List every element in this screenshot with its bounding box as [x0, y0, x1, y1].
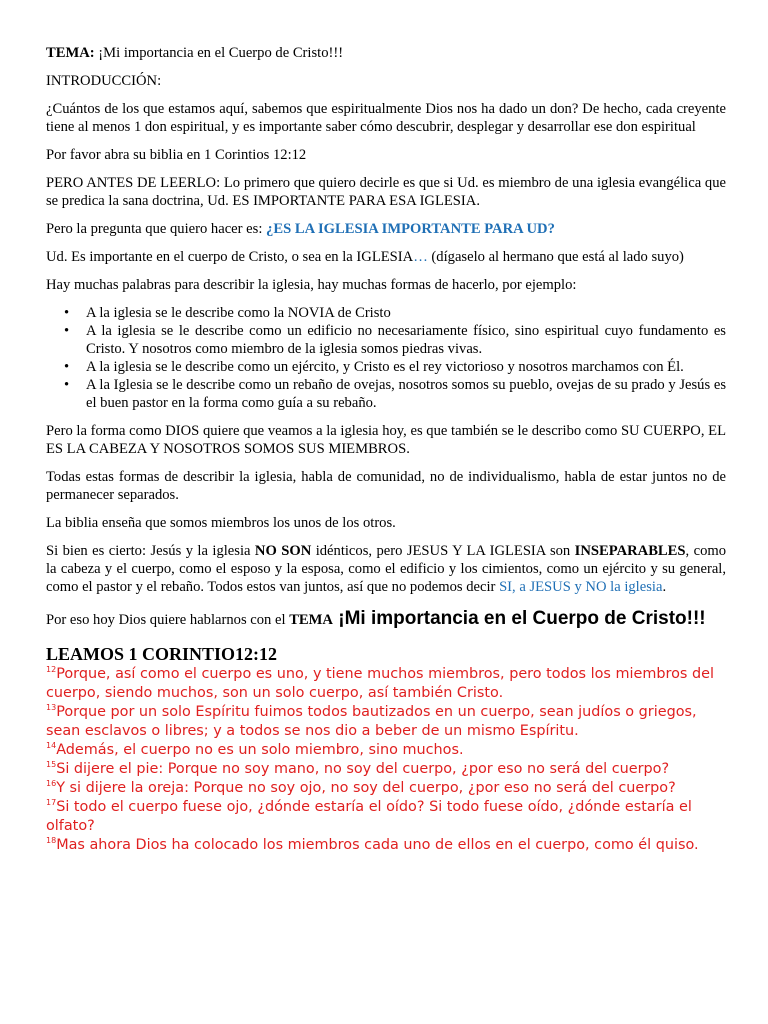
verse-number: 16 [46, 779, 57, 789]
tema-line [46, 44, 726, 62]
verse-number: 15 [46, 760, 57, 770]
document-page [46, 44, 726, 855]
intro-heading: INTRODUCCIÓN: [46, 73, 162, 89]
verses-block [46, 665, 726, 855]
verse [46, 760, 726, 779]
ud-importante-paragraph [46, 248, 726, 266]
verse-text: Y si dijere la oreja: Porque no soy ojo, no soy del cuerpo, ¿por eso no será del cuerpo? [56, 780, 676, 796]
verse [46, 836, 726, 855]
verse [46, 741, 726, 760]
forma-dios-paragraph: Pero la forma como DIOS quiere que veamos a la iglesia hoy, es que también se le describo como SU CUERPO, EL ES LA CABEZA Y NOSOTROS SOMOS SUS MIEMBROS. [46, 423, 726, 457]
description-list [46, 304, 726, 412]
tema-label: TEMA: [46, 45, 95, 61]
si-bien-paragraph [46, 542, 726, 596]
verse-number: 13 [46, 703, 57, 713]
pregunta-highlight: ¿ES LA IGLESIA IMPORTANTE PARA UD? [266, 221, 555, 237]
verse-number: 14 [46, 741, 57, 751]
muchas-palabras-paragraph: Hay muchas palabras para describir la iglesia, hay muchas formas de hacerlo, por ejemplo: [46, 277, 577, 293]
inseparables: INSEPARABLES [574, 543, 686, 559]
open-bible-paragraph: Por favor abra su biblia en 1 Corintios 12:12 [46, 147, 307, 163]
pregunta-paragraph [46, 220, 726, 238]
question-paragraph: ¿Cuántos de los que estamos aquí, sabemos que espiritualmente Dios nos ha dado un don? De hecho, cada creyente tiene al menos 1 don espiritual, y es importante saber cómo descubrir, desplegar y desarrollar ese don espiritual [46, 101, 726, 135]
verse [46, 798, 726, 836]
verse [46, 665, 726, 703]
si-bien-g: . [662, 579, 667, 595]
biblia-ensena-paragraph: La biblia enseña que somos miembros los unos de los otros. [46, 515, 396, 531]
no-son: NO SON [254, 543, 312, 559]
tema-text: ¡Mi importancia en el Cuerpo de Cristo!!! [94, 45, 344, 61]
pregunta-text: Pero la pregunta que quiero hacer es: [46, 221, 267, 237]
por-eso-text: Por eso hoy Dios quiere hablarnos con el [46, 612, 290, 628]
si-bien-a: Si bien es cierto: Jesús y la iglesia [46, 543, 255, 559]
ellipsis: … [413, 249, 428, 265]
por-eso-tema: TEMA [289, 612, 333, 628]
todas-formas-paragraph: Todas estas formas de describir la iglesia, habla de comunidad, no de individualismo, habla de estar juntos no de permanecer separados. [46, 469, 726, 503]
verse [46, 703, 726, 741]
verse-number: 18 [46, 836, 57, 846]
si-bien-e: , como la cabeza y el cuerpo, como el esposo y la esposa, como el edificio y los cimientos, como un ejército y su general, como el pastor y el rebaño. Todos estos van juntos, así que no podemos decir [46, 543, 727, 595]
ud-importante-aside: (dígaselo al hermano que está al lado suyo) [427, 249, 684, 265]
verse-text: Además, el cuerpo no es un solo miembro, sino muchos. [56, 742, 464, 758]
verse-text: Porque por un solo Espíritu fuimos todos bautizados en un cuerpo, sean judíos o griegos, sean esclavos o libres; y a todos se nos dio a beber de un mismo Espíritu. [46, 704, 697, 739]
list-item: • A la Iglesia se le describe como un rebaño de ovejas, nosotros somos su pueblo, ovejas de su prado y Jesús es el buen pastor en la forma como guía a su rebaño. [86, 376, 726, 412]
list-item: • A la iglesia se le describe como un edificio no necesariamente físico, sino espiritual cuyo fundamento es Cristo. Y nosotros como miembro de la iglesia somos piedras vivas. [86, 322, 726, 358]
list-item: • A la iglesia se le describe como la NOVIA de Cristo [86, 304, 726, 322]
verse-text: Porque, así como el cuerpo es uno, y tiene muchos miembros, pero todos los miembros del cuerpo, siendo muchos, son un solo cuerpo, así también Cristo. [46, 666, 714, 701]
verse-text: Si todo el cuerpo fuese ojo, ¿dónde estaría el oído? Si todo fuese oído, ¿dónde estaría el olfato? [46, 799, 692, 834]
pero-antes-paragraph: PERO ANTES DE LEERLO: Lo primero que quiero decirle es que si Ud. es miembro de una iglesia evangélica que se predica la sana doctrina, Ud. ES IMPORTANTE PARA ESA IGLESIA. [46, 175, 726, 209]
si-bien-c: idénticos, pero JESUS Y LA IGLESIA son [311, 543, 575, 559]
si-jesus-no-iglesia: SI, a JESUS y NO la iglesia [499, 579, 663, 595]
verse-number: 12 [46, 665, 57, 675]
verse-text: Si dijere el pie: Porque no soy mano, no soy del cuerpo, ¿por eso no será del cuerpo? [56, 761, 670, 777]
ud-importante-text: Ud. Es importante en el cuerpo de Cristo, o sea en la IGLESIA [46, 249, 414, 265]
list-item: • A la iglesia se le describe como un ejército, y Cristo es el rey victorioso y nosotros marchamos con Él. [86, 358, 726, 376]
leamos-heading: LEAMOS 1 CORINTIO12:12 [46, 644, 278, 664]
verse [46, 779, 726, 798]
verse-text: Mas ahora Dios ha colocado los miembros cada uno de ellos en el cuerpo, como él quiso. [56, 837, 699, 853]
verse-number: 17 [46, 798, 57, 808]
por-eso-title: ¡Mi importancia en el Cuerpo de Cristo!!! [332, 608, 706, 629]
por-eso-paragraph [46, 610, 726, 629]
